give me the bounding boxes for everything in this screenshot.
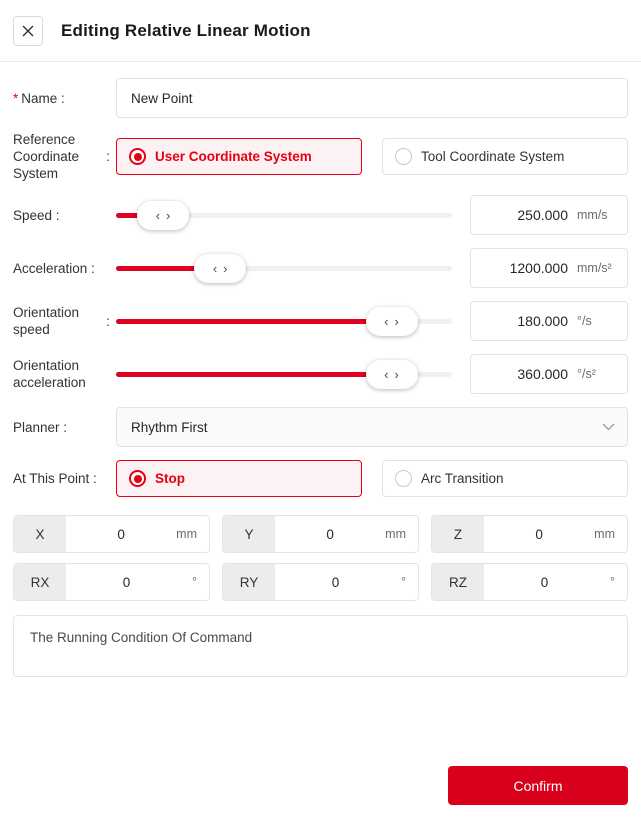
coordinate-unit-x: mm <box>176 527 197 541</box>
at-this-point-label: At This Point : <box>13 471 97 486</box>
radio-icon-selected <box>129 470 146 487</box>
radio-icon-unselected <box>395 148 412 165</box>
orientation-acceleration-label: Orientation acceleration <box>13 358 86 390</box>
planner-row <box>13 407 628 447</box>
coordinate-key-rz: RZ <box>432 564 484 600</box>
chevron-left-icon: ‹ <box>212 260 218 276</box>
chevron-right-icon: › <box>394 313 399 329</box>
orientation-acceleration-unit: °/s² <box>577 367 596 381</box>
chevron-down-icon <box>602 420 615 434</box>
radio-stop-label: Stop <box>155 471 185 486</box>
name-field-wrap <box>116 78 628 118</box>
chevron-left-icon: ‹ <box>384 366 389 382</box>
radio-arc-transition-label: Arc Transition <box>421 471 504 486</box>
coordinate-unit-z: mm <box>594 527 615 541</box>
coordinate-value-z: 0 <box>535 526 543 542</box>
acceleration-value-box[interactable] <box>470 248 628 288</box>
chevron-right-icon: › <box>223 260 228 276</box>
dialog-footer <box>0 754 641 823</box>
acceleration-slider-knob[interactable] <box>194 254 246 283</box>
radio-icon-unselected <box>395 470 412 487</box>
coordinate-key-x: X <box>14 516 66 552</box>
reference-coordinate-system-label-text: Reference Coordinate System <box>13 132 80 181</box>
radio-tool-coordinate-system-label: Tool Coordinate System <box>421 149 565 164</box>
planner-select[interactable] <box>116 407 628 447</box>
speed-unit: mm/s <box>577 208 608 222</box>
coordinate-unit-rz: ° <box>610 575 615 589</box>
speed-value: 250.000 <box>517 207 568 223</box>
radio-user-coordinate-system[interactable] <box>116 138 362 175</box>
orientation-speed-unit: °/s <box>577 314 592 328</box>
name-input[interactable] <box>116 78 628 118</box>
reference-coordinate-system-options <box>116 138 628 175</box>
acceleration-row <box>13 248 628 288</box>
coordinate-unit-ry: ° <box>401 575 406 589</box>
radio-arc-transition[interactable] <box>382 460 628 497</box>
name-label <box>13 90 116 107</box>
reference-coordinate-system-colon: : <box>106 149 110 164</box>
coordinate-field-y[interactable] <box>222 515 419 553</box>
coordinate-value-x: 0 <box>117 526 125 542</box>
speed-slider-knob[interactable] <box>137 201 189 230</box>
dialog-body <box>0 62 641 754</box>
radio-icon-selected <box>129 148 146 165</box>
coordinate-value-y: 0 <box>326 526 334 542</box>
chevron-left-icon: ‹ <box>155 207 161 223</box>
coordinate-key-y: Y <box>223 516 275 552</box>
orientation-acceleration-control <box>116 354 628 394</box>
at-this-point-row <box>13 460 628 497</box>
planner-selected-value: Rhythm First <box>131 419 208 435</box>
orientation-speed-value: 180.000 <box>517 313 568 329</box>
coordinate-unit-rx: ° <box>192 575 197 589</box>
speed-control <box>116 195 628 235</box>
chevron-left-icon: ‹ <box>384 313 389 329</box>
running-condition-box[interactable] <box>13 615 628 677</box>
acceleration-unit: mm/s² <box>577 261 612 275</box>
coordinate-field-rz[interactable] <box>431 563 628 601</box>
coordinate-key-ry: RY <box>223 564 275 600</box>
planner-label: Planner : <box>13 419 68 435</box>
coordinate-field-z[interactable] <box>431 515 628 553</box>
coordinate-field-x[interactable] <box>13 515 210 553</box>
orientation-acceleration-value-box[interactable] <box>470 354 628 394</box>
coordinate-value-rx: 0 <box>122 574 131 590</box>
confirm-button[interactable]: Confirm <box>448 766 628 805</box>
orientation-speed-slider[interactable] <box>116 306 452 336</box>
coordinate-grid <box>13 515 628 601</box>
acceleration-label: Acceleration : <box>13 260 95 276</box>
orientation-acceleration-slider[interactable] <box>116 359 452 389</box>
coordinate-key-z: Z <box>432 516 484 552</box>
planner-field-wrap <box>116 407 628 447</box>
chevron-right-icon: › <box>166 207 171 223</box>
orientation-speed-control <box>116 301 628 341</box>
acceleration-slider-fill <box>116 266 207 271</box>
orientation-acceleration-value: 360.000 <box>517 366 568 382</box>
coordinate-unit-y: mm <box>385 527 406 541</box>
orientation-acceleration-slider-knob[interactable] <box>366 360 418 389</box>
radio-tool-coordinate-system[interactable] <box>382 138 628 175</box>
radio-stop[interactable] <box>116 460 362 497</box>
required-mark: * <box>13 90 19 106</box>
orientation-speed-slider-knob[interactable] <box>366 307 418 336</box>
coordinate-key-rx: RX <box>14 564 66 600</box>
coordinate-field-ry[interactable] <box>222 563 419 601</box>
orientation-speed-colon: : <box>106 313 110 329</box>
speed-value-box[interactable] <box>470 195 628 235</box>
coordinate-field-rx[interactable] <box>13 563 210 601</box>
reference-coordinate-system-row <box>13 131 628 182</box>
name-row <box>13 78 628 118</box>
orientation-speed-label-text: Orientation speed <box>13 305 80 337</box>
coordinate-value-ry: 0 <box>331 574 340 590</box>
reference-coordinate-system-label <box>13 131 116 182</box>
acceleration-value: 1200.000 <box>509 260 568 276</box>
coordinate-value-rz: 0 <box>540 574 549 590</box>
speed-slider[interactable] <box>116 200 452 230</box>
dialog-header <box>0 0 641 62</box>
acceleration-control <box>116 248 628 288</box>
close-icon[interactable] <box>13 16 43 46</box>
name-label-text: Name : <box>21 90 65 106</box>
speed-label: Speed : <box>13 207 60 223</box>
page-title: Editing Relative Linear Motion <box>61 20 311 40</box>
orientation-speed-value-box[interactable] <box>470 301 628 341</box>
acceleration-slider[interactable] <box>116 253 452 283</box>
orientation-speed-row <box>13 301 628 341</box>
chevron-right-icon: › <box>394 366 399 382</box>
running-condition-text: The Running Condition Of Command <box>30 630 253 645</box>
at-this-point-options <box>116 460 628 497</box>
orientation-acceleration-slider-fill <box>116 372 378 377</box>
radio-user-coordinate-system-label: User Coordinate System <box>155 149 312 164</box>
speed-row <box>13 195 628 235</box>
orientation-speed-slider-fill <box>116 319 378 324</box>
orientation-speed-label <box>13 304 116 338</box>
orientation-acceleration-row <box>13 354 628 394</box>
